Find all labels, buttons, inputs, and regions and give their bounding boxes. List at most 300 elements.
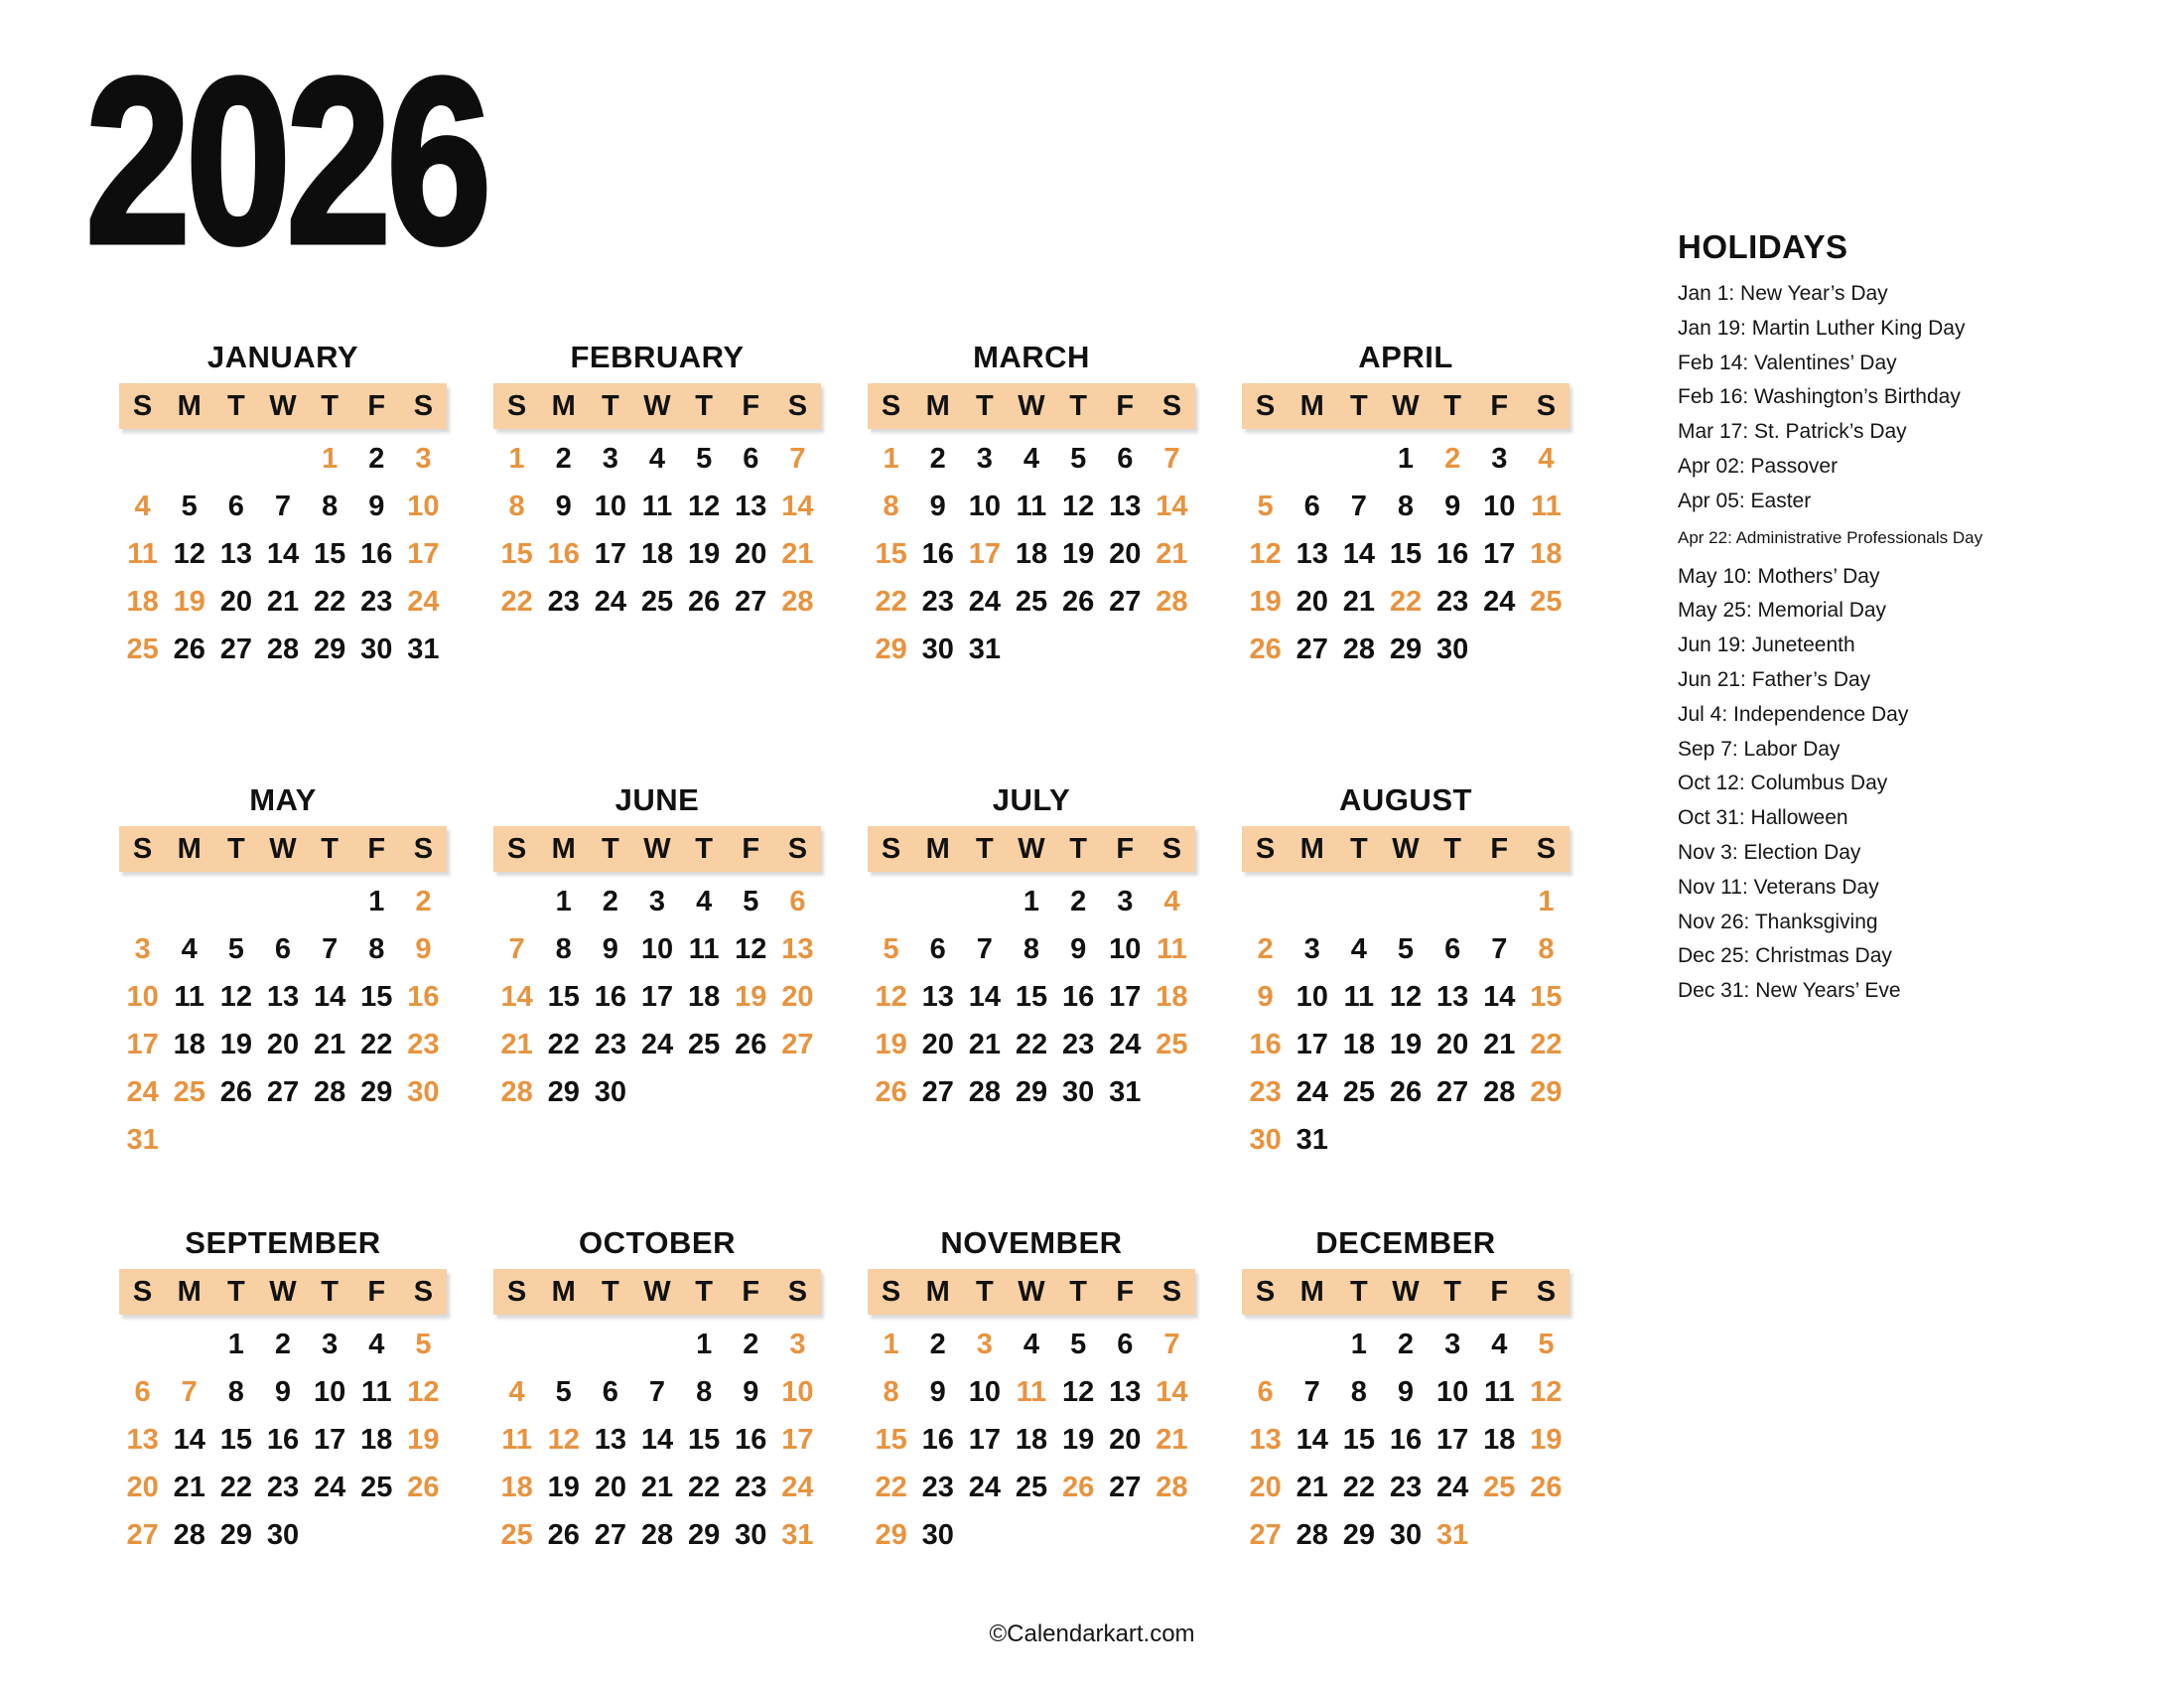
day-cell: 1 bbox=[1397, 442, 1415, 475]
day-cell: 15 bbox=[1015, 980, 1048, 1013]
day-cell: 20 bbox=[219, 585, 252, 618]
day-cell: 11 bbox=[1016, 1375, 1047, 1408]
weekday-letter: W bbox=[269, 389, 297, 422]
weekday-letter: T bbox=[226, 832, 245, 865]
day-cell: 9 bbox=[929, 490, 946, 522]
day-cell: 13 bbox=[1249, 1423, 1282, 1456]
days-grid bbox=[119, 1321, 447, 1559]
day-cell: 9 bbox=[368, 490, 385, 522]
day-cell: 16 bbox=[921, 537, 954, 570]
day-cell: 26 bbox=[1389, 1075, 1423, 1108]
day-cell: 30 bbox=[735, 1518, 767, 1551]
day-cell: 8 bbox=[883, 490, 899, 522]
weekday-letter: M bbox=[925, 832, 950, 865]
weekday-letter: M bbox=[1299, 1275, 1324, 1308]
day-cell: 12 bbox=[1389, 980, 1423, 1013]
day-cell: 29 bbox=[1015, 1075, 1048, 1108]
day-cell: 17 bbox=[407, 537, 440, 570]
day-cell: 10 bbox=[1296, 980, 1328, 1013]
day-cell: 20 bbox=[1436, 1028, 1469, 1060]
holiday-item: Jan 1: New Year’s Day bbox=[1678, 282, 1888, 305]
day-cell: 10 bbox=[640, 932, 674, 965]
day-cell: 25 bbox=[360, 1471, 393, 1503]
day-cell: 30 bbox=[594, 1075, 626, 1108]
weekday-letter: M bbox=[925, 389, 950, 422]
day-cell: 7 bbox=[181, 1375, 198, 1408]
day-cell: 4 bbox=[1350, 932, 1367, 965]
day-cell: 18 bbox=[1156, 980, 1188, 1013]
day-cell: 24 bbox=[1296, 1075, 1328, 1108]
holiday-item: Dec 31: New Years’ Eve bbox=[1678, 979, 1901, 1003]
day-cell: 2 bbox=[1070, 885, 1087, 917]
weekday-letter: T bbox=[975, 832, 994, 865]
day-cell: 23 bbox=[1389, 1471, 1423, 1503]
day-cell: 8 bbox=[696, 1375, 713, 1408]
day-cell: 28 bbox=[1342, 633, 1375, 665]
weekday-letter: W bbox=[1392, 832, 1420, 865]
day-cell: 5 bbox=[1070, 442, 1087, 475]
day-cell: 6 bbox=[1444, 932, 1461, 965]
day-cell: 29 bbox=[1530, 1075, 1563, 1108]
day-cell: 7 bbox=[648, 1375, 666, 1408]
holiday-item: Sep 7: Labor Day bbox=[1678, 737, 1841, 761]
day-cell: 17 bbox=[594, 537, 626, 570]
day-cell: 14 bbox=[500, 980, 533, 1013]
day-cell: 2 bbox=[415, 885, 432, 917]
day-cell: 16 bbox=[1389, 1423, 1423, 1456]
day-cell: 1 bbox=[1538, 885, 1555, 917]
days-grid bbox=[119, 878, 447, 1164]
weekday-letter: T bbox=[1069, 1275, 1087, 1308]
day-cell: 5 bbox=[181, 490, 198, 522]
day-cell: 31 bbox=[781, 1518, 814, 1551]
day-cell: 9 bbox=[743, 1375, 759, 1408]
weekday-letter: T bbox=[695, 1275, 713, 1308]
day-cell: 6 bbox=[1257, 1375, 1274, 1408]
weekday-letter: S bbox=[787, 1275, 808, 1308]
day-cell: 8 bbox=[555, 932, 572, 965]
day-cell: 16 bbox=[547, 537, 580, 570]
weekday-letter: T bbox=[1349, 832, 1368, 865]
day-cell: 5 bbox=[227, 932, 244, 965]
day-cell: 31 bbox=[407, 633, 440, 665]
day-cell: 21 bbox=[1156, 1423, 1188, 1456]
day-cell: 12 bbox=[407, 1375, 440, 1408]
weekday-letter: F bbox=[742, 389, 760, 422]
day-cell: 11 bbox=[1016, 490, 1047, 522]
holiday-item: Apr 22: Administrative Professionals Day bbox=[1678, 527, 1983, 547]
day-cell: 15 bbox=[875, 537, 907, 570]
day-cell: 22 bbox=[314, 585, 346, 618]
day-cell: 26 bbox=[1062, 585, 1095, 618]
day-cell: 6 bbox=[1303, 490, 1320, 522]
day-cell: 18 bbox=[360, 1423, 393, 1456]
day-cell: 9 bbox=[1070, 932, 1087, 965]
day-cell: 17 bbox=[1296, 1028, 1328, 1060]
weekday-header bbox=[493, 383, 821, 429]
day-cell: 26 bbox=[875, 1075, 907, 1108]
day-cell: 15 bbox=[219, 1423, 252, 1456]
day-cell: 24 bbox=[968, 1471, 1001, 1503]
day-cell: 20 bbox=[1109, 537, 1142, 570]
weekday-letter: M bbox=[1299, 832, 1324, 865]
day-cell: 2 bbox=[743, 1328, 759, 1360]
weekday-letter: F bbox=[367, 832, 386, 865]
day-cell: 21 bbox=[500, 1028, 533, 1060]
day-cell: 8 bbox=[1538, 932, 1555, 965]
day-cell: 13 bbox=[781, 932, 814, 965]
weekday-letter: F bbox=[367, 389, 386, 422]
weekday-header bbox=[868, 383, 1195, 429]
day-cell: 2 bbox=[555, 442, 572, 475]
day-cell: 1 bbox=[322, 442, 339, 475]
day-cell: 23 bbox=[921, 1471, 954, 1503]
day-cell: 25 bbox=[173, 1075, 205, 1108]
day-cell: 2 bbox=[1444, 442, 1461, 475]
day-cell: 22 bbox=[1530, 1028, 1563, 1060]
day-cell: 11 bbox=[688, 932, 720, 965]
weekday-letter: T bbox=[226, 389, 245, 422]
day-cell: 17 bbox=[314, 1423, 346, 1456]
day-cell: 17 bbox=[640, 980, 674, 1013]
month-october bbox=[493, 1225, 821, 1668]
day-cell: 19 bbox=[1389, 1028, 1423, 1060]
day-cell: 14 bbox=[1342, 537, 1375, 570]
weekday-header bbox=[1242, 383, 1570, 429]
month-august bbox=[1242, 782, 1570, 1225]
weekday-letter: S bbox=[1536, 1275, 1557, 1308]
day-cell: 17 bbox=[968, 537, 1001, 570]
weekday-letter: M bbox=[177, 389, 202, 422]
day-cell: 28 bbox=[1483, 1075, 1516, 1108]
day-cell: 14 bbox=[968, 980, 1001, 1013]
day-cell: 24 bbox=[968, 585, 1001, 618]
day-cell: 16 bbox=[735, 1423, 767, 1456]
month-february bbox=[493, 340, 821, 782]
day-cell: 2 bbox=[929, 1328, 946, 1360]
day-cell: 24 bbox=[126, 1075, 159, 1108]
day-cell: 19 bbox=[407, 1423, 440, 1456]
day-cell: 28 bbox=[640, 1518, 674, 1551]
weekday-letter: T bbox=[975, 1275, 994, 1308]
day-cell: 1 bbox=[1350, 1328, 1367, 1360]
day-cell: 11 bbox=[1157, 932, 1187, 965]
day-cell: 20 bbox=[126, 1471, 159, 1503]
month-title: MAY bbox=[249, 782, 317, 817]
day-cell: 12 bbox=[1062, 490, 1095, 522]
month-november bbox=[868, 1225, 1195, 1668]
day-cell: 15 bbox=[1389, 537, 1423, 570]
weekday-letter: T bbox=[601, 1275, 619, 1308]
day-cell: 11 bbox=[1531, 490, 1562, 522]
day-cell: 19 bbox=[735, 980, 767, 1013]
day-cell: 6 bbox=[1117, 442, 1134, 475]
days-grid bbox=[493, 435, 821, 626]
day-cell: 15 bbox=[875, 1423, 907, 1456]
day-cell: 30 bbox=[1062, 1075, 1095, 1108]
day-cell: 4 bbox=[1538, 442, 1555, 475]
weekday-header bbox=[119, 1269, 447, 1315]
day-cell: 16 bbox=[1249, 1028, 1282, 1060]
weekday-letter: T bbox=[1069, 389, 1087, 422]
day-cell: 8 bbox=[1023, 932, 1040, 965]
weekday-letter: F bbox=[1116, 832, 1135, 865]
month-january bbox=[119, 340, 447, 782]
month-title: JULY bbox=[992, 782, 1071, 817]
day-cell: 22 bbox=[1389, 585, 1423, 618]
weekday-letter: S bbox=[881, 832, 901, 865]
day-cell: 17 bbox=[1436, 1423, 1469, 1456]
day-cell: 18 bbox=[126, 585, 159, 618]
day-cell: 16 bbox=[1062, 980, 1095, 1013]
day-cell: 3 bbox=[1303, 932, 1320, 965]
day-cell: 21 bbox=[266, 585, 300, 618]
holiday-list bbox=[1678, 282, 2144, 1014]
day-cell: 2 bbox=[1397, 1328, 1415, 1360]
day-cell: 12 bbox=[1249, 537, 1282, 570]
day-cell: 21 bbox=[640, 1471, 674, 1503]
weekday-letter: T bbox=[321, 1275, 339, 1308]
day-cell: 10 bbox=[407, 490, 440, 522]
day-cell: 11 bbox=[641, 490, 673, 522]
holiday-item: Jul 4: Independence Day bbox=[1678, 702, 1909, 726]
holiday-item: Oct 31: Halloween bbox=[1678, 806, 1848, 830]
day-cell: 5 bbox=[1538, 1328, 1555, 1360]
weekday-letter: T bbox=[1349, 389, 1368, 422]
holidays-title: HOLIDAYS bbox=[1678, 228, 1848, 265]
day-cell: 20 bbox=[266, 1028, 300, 1060]
day-cell: 27 bbox=[266, 1075, 300, 1108]
day-cell: 4 bbox=[1023, 442, 1040, 475]
weekday-letter: S bbox=[413, 389, 434, 422]
day-cell: 7 bbox=[1491, 932, 1508, 965]
day-cell: 17 bbox=[781, 1423, 814, 1456]
day-cell: 5 bbox=[743, 885, 759, 917]
day-cell: 1 bbox=[883, 442, 899, 475]
day-cell: 13 bbox=[921, 980, 954, 1013]
day-cell: 14 bbox=[781, 490, 814, 522]
days-grid bbox=[868, 435, 1195, 673]
day-cell: 28 bbox=[1296, 1518, 1328, 1551]
day-cell: 26 bbox=[735, 1028, 767, 1060]
day-cell: 27 bbox=[1436, 1075, 1469, 1108]
holiday-item: May 10: Mothers’ Day bbox=[1678, 564, 1880, 588]
day-cell: 20 bbox=[1109, 1423, 1142, 1456]
day-cell: 19 bbox=[1530, 1423, 1563, 1456]
day-cell: 17 bbox=[968, 1423, 1001, 1456]
weekday-letter: F bbox=[367, 1275, 386, 1308]
day-cell: 22 bbox=[219, 1471, 252, 1503]
weekday-letter: S bbox=[132, 832, 153, 865]
day-cell: 25 bbox=[640, 585, 674, 618]
weekday-letter: S bbox=[506, 1275, 527, 1308]
day-cell: 15 bbox=[688, 1423, 721, 1456]
day-cell: 27 bbox=[1249, 1518, 1282, 1551]
weekday-header bbox=[1242, 1269, 1570, 1315]
day-cell: 13 bbox=[1109, 490, 1142, 522]
day-cell: 19 bbox=[173, 585, 205, 618]
day-cell: 29 bbox=[688, 1518, 721, 1551]
day-cell: 12 bbox=[219, 980, 252, 1013]
month-title: FEBRUARY bbox=[570, 340, 745, 374]
day-cell: 9 bbox=[602, 932, 618, 965]
day-cell: 7 bbox=[976, 932, 993, 965]
day-cell: 24 bbox=[640, 1028, 674, 1060]
day-cell: 20 bbox=[735, 537, 767, 570]
day-cell: 27 bbox=[126, 1518, 159, 1551]
day-cell: 2 bbox=[368, 442, 385, 475]
day-cell: 3 bbox=[134, 932, 151, 965]
holidays-panel bbox=[1678, 228, 2144, 1014]
day-cell: 12 bbox=[173, 537, 205, 570]
weekday-letter: S bbox=[881, 1275, 901, 1308]
weekday-letter: M bbox=[1299, 389, 1324, 422]
weekday-header bbox=[493, 1269, 821, 1315]
day-cell: 13 bbox=[1296, 537, 1328, 570]
month-title: MARCH bbox=[973, 340, 1090, 374]
day-cell: 22 bbox=[547, 1028, 580, 1060]
day-cell: 8 bbox=[227, 1375, 244, 1408]
day-cell: 21 bbox=[173, 1471, 205, 1503]
day-cell: 12 bbox=[688, 490, 721, 522]
weekday-letter: S bbox=[787, 832, 808, 865]
weekday-letter: W bbox=[1392, 1275, 1420, 1308]
day-cell: 21 bbox=[314, 1028, 346, 1060]
day-cell: 26 bbox=[1062, 1471, 1095, 1503]
day-cell: 19 bbox=[875, 1028, 907, 1060]
month-july bbox=[868, 782, 1195, 1225]
day-cell: 14 bbox=[1156, 1375, 1188, 1408]
day-cell: 1 bbox=[227, 1328, 244, 1360]
day-cell: 30 bbox=[921, 633, 954, 665]
weekday-letter: T bbox=[321, 832, 339, 865]
day-cell: 22 bbox=[360, 1028, 393, 1060]
day-cell: 31 bbox=[968, 633, 1001, 665]
day-cell: 10 bbox=[968, 490, 1001, 522]
day-cell: 4 bbox=[508, 1375, 525, 1408]
day-cell: 8 bbox=[1350, 1375, 1367, 1408]
day-cell: 7 bbox=[322, 932, 339, 965]
day-cell: 3 bbox=[1444, 1328, 1461, 1360]
month-title: SEPTEMBER bbox=[185, 1225, 381, 1260]
day-cell: 28 bbox=[314, 1075, 346, 1108]
month-april bbox=[1242, 340, 1570, 782]
day-cell: 14 bbox=[173, 1423, 205, 1456]
day-cell: 30 bbox=[1389, 1518, 1423, 1551]
day-cell: 5 bbox=[1070, 1328, 1087, 1360]
day-cell: 18 bbox=[173, 1028, 205, 1060]
day-cell: 30 bbox=[1436, 633, 1469, 665]
day-cell: 1 bbox=[883, 1328, 899, 1360]
weekday-letter: M bbox=[551, 1275, 576, 1308]
weekday-letter: T bbox=[226, 1275, 245, 1308]
weekday-letter: W bbox=[269, 1275, 297, 1308]
day-cell: 24 bbox=[1436, 1471, 1469, 1503]
day-cell: 19 bbox=[1062, 1423, 1095, 1456]
day-cell: 23 bbox=[1062, 1028, 1095, 1060]
day-cell: 22 bbox=[875, 585, 907, 618]
day-cell: 12 bbox=[875, 980, 907, 1013]
day-cell: 18 bbox=[1015, 537, 1048, 570]
weekday-letter: S bbox=[506, 389, 527, 422]
days-grid bbox=[868, 878, 1195, 1116]
weekday-letter: W bbox=[1018, 832, 1045, 865]
day-cell: 28 bbox=[173, 1518, 205, 1551]
day-cell: 1 bbox=[1023, 885, 1040, 917]
holiday-item: Mar 17: St. Patrick’s Day bbox=[1678, 420, 1907, 444]
day-cell: 1 bbox=[555, 885, 572, 917]
day-cell: 25 bbox=[500, 1518, 533, 1551]
holiday-item: Nov 26: Thanksgiving bbox=[1678, 910, 1878, 933]
month-title: OCTOBER bbox=[579, 1225, 736, 1260]
day-cell: 9 bbox=[555, 490, 572, 522]
day-cell: 27 bbox=[594, 1518, 626, 1551]
day-cell: 23 bbox=[594, 1028, 626, 1060]
day-cell: 31 bbox=[1436, 1518, 1469, 1551]
day-cell: 8 bbox=[883, 1375, 899, 1408]
weekday-letter: S bbox=[1536, 389, 1557, 422]
day-cell: 15 bbox=[314, 537, 346, 570]
day-cell: 25 bbox=[688, 1028, 721, 1060]
day-cell: 26 bbox=[219, 1075, 252, 1108]
weekday-letter: S bbox=[1161, 832, 1182, 865]
day-cell: 25 bbox=[1483, 1471, 1516, 1503]
day-cell: 30 bbox=[266, 1518, 300, 1551]
weekday-letter: S bbox=[1161, 389, 1182, 422]
day-cell: 24 bbox=[407, 585, 440, 618]
day-cell: 8 bbox=[1397, 490, 1415, 522]
day-cell: 18 bbox=[1342, 1028, 1375, 1060]
weekday-letter: W bbox=[1018, 389, 1045, 422]
day-cell: 11 bbox=[127, 537, 158, 570]
day-cell: 11 bbox=[1343, 980, 1375, 1013]
day-cell: 18 bbox=[1015, 1423, 1048, 1456]
day-cell: 29 bbox=[875, 1518, 907, 1551]
day-cell: 11 bbox=[360, 1375, 392, 1408]
day-cell: 29 bbox=[360, 1075, 393, 1108]
day-cell: 24 bbox=[314, 1471, 346, 1503]
day-cell: 20 bbox=[594, 1471, 626, 1503]
day-cell: 27 bbox=[1109, 1471, 1142, 1503]
day-cell: 4 bbox=[1491, 1328, 1508, 1360]
day-cell: 11 bbox=[174, 980, 205, 1013]
day-cell: 22 bbox=[688, 1471, 721, 1503]
day-cell: 10 bbox=[126, 980, 159, 1013]
day-cell: 12 bbox=[547, 1423, 580, 1456]
day-cell: 21 bbox=[781, 537, 814, 570]
day-cell: 16 bbox=[594, 980, 626, 1013]
day-cell: 7 bbox=[789, 442, 806, 475]
day-cell: 28 bbox=[500, 1075, 533, 1108]
day-cell: 11 bbox=[501, 1423, 532, 1456]
weekday-letter: W bbox=[643, 1275, 671, 1308]
day-cell: 6 bbox=[743, 442, 759, 475]
holiday-item: Jan 19: Martin Luther King Day bbox=[1678, 316, 1966, 340]
weekday-letter: T bbox=[975, 389, 994, 422]
day-cell: 6 bbox=[134, 1375, 151, 1408]
day-cell: 25 bbox=[126, 633, 159, 665]
day-cell: 15 bbox=[1530, 980, 1563, 1013]
year-title: 2026 bbox=[85, 30, 487, 293]
day-cell: 3 bbox=[976, 1328, 993, 1360]
day-cell: 6 bbox=[602, 1375, 618, 1408]
weekday-letter: W bbox=[643, 389, 671, 422]
day-cell: 6 bbox=[1117, 1328, 1134, 1360]
day-cell: 4 bbox=[1023, 1328, 1040, 1360]
holiday-item: Feb 16: Washington’s Birthday bbox=[1678, 385, 1961, 409]
weekday-header bbox=[868, 1269, 1195, 1315]
weekday-header bbox=[119, 826, 447, 872]
